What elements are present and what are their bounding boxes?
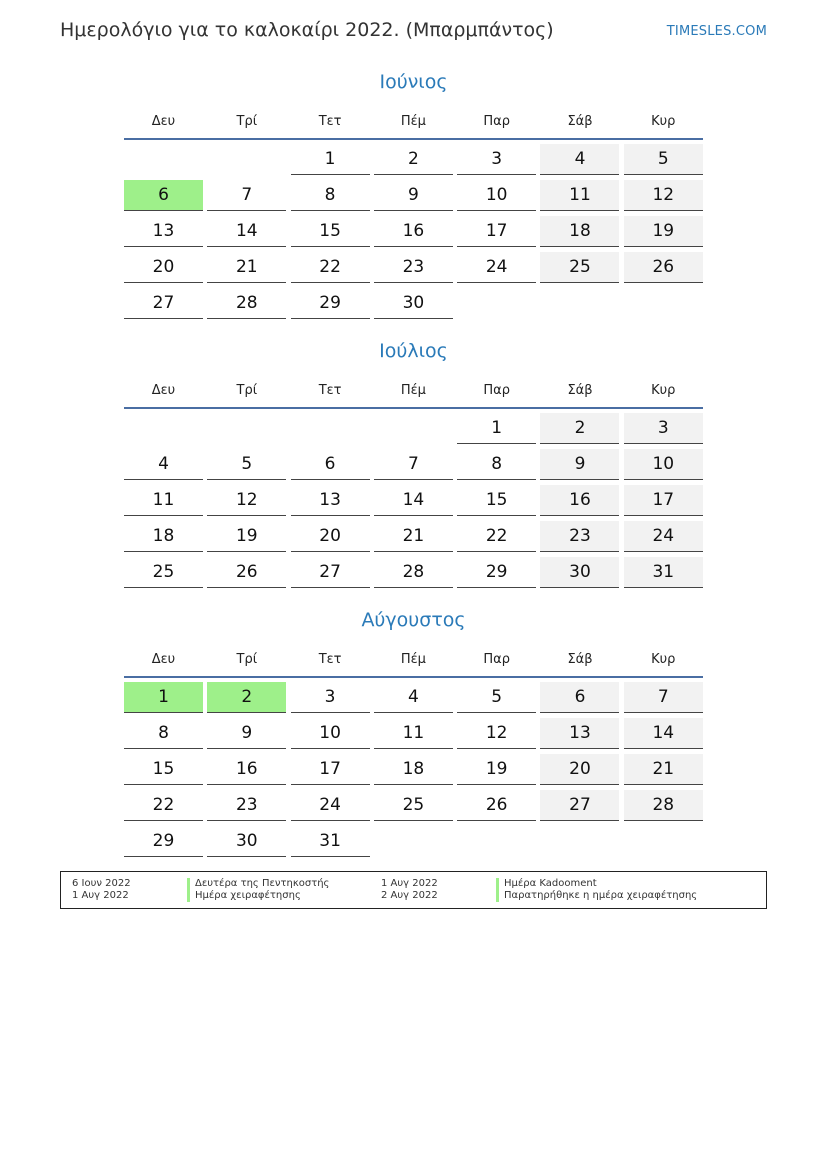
day-cell: 19 xyxy=(624,216,703,247)
day-cell: 24 xyxy=(624,521,703,552)
empty-cell xyxy=(374,413,453,443)
day-cell: 15 xyxy=(291,216,370,247)
day-cell: 2 xyxy=(540,413,619,444)
week-row xyxy=(124,754,703,785)
empty-cell xyxy=(207,144,286,174)
day-cell: 8 xyxy=(124,718,203,749)
empty-cell xyxy=(291,413,370,443)
day-cell: 16 xyxy=(374,216,453,247)
weekday-label: Δευ xyxy=(151,382,176,398)
weekday-header xyxy=(124,642,703,678)
day-cell: 6 xyxy=(540,682,619,713)
day-cell: 17 xyxy=(457,216,536,247)
day-cell: 28 xyxy=(374,557,453,588)
day-cell: 1 xyxy=(291,144,370,175)
day-cell: 22 xyxy=(124,790,203,821)
day-cell: 30 xyxy=(207,826,286,857)
day-cell: 7 xyxy=(374,449,453,480)
day-cell: 25 xyxy=(374,790,453,821)
day-cell: 29 xyxy=(457,557,536,588)
weekday-label: Παρ xyxy=(483,382,510,398)
legend-color-marker xyxy=(187,878,190,890)
weekday-label: Δευ xyxy=(151,651,176,667)
weekday-label: Πέμ xyxy=(400,382,426,398)
day-cell: 18 xyxy=(540,216,619,247)
week-row xyxy=(124,521,703,552)
legend-date: 6 Ιουν 2022 xyxy=(72,878,131,889)
week-row xyxy=(124,826,703,857)
day-cell: 11 xyxy=(374,718,453,749)
weekday-label: Σάβ xyxy=(567,651,593,667)
weekday-header xyxy=(124,373,703,409)
empty-cell xyxy=(457,288,536,318)
day-cell: 15 xyxy=(457,485,536,516)
day-cell: 30 xyxy=(374,288,453,319)
legend-holiday-name: Ημέρα Kadooment xyxy=(504,878,597,889)
month-title: Ιούνιος xyxy=(379,71,448,93)
day-cell: 8 xyxy=(457,449,536,480)
day-cell: 25 xyxy=(124,557,203,588)
day-cell: 7 xyxy=(207,180,286,211)
day-cell: 31 xyxy=(624,557,703,588)
weekday-label: Σάβ xyxy=(567,113,593,129)
day-cell: 2 xyxy=(374,144,453,175)
day-cell: 14 xyxy=(374,485,453,516)
weekday-label: Τρί xyxy=(236,113,258,129)
day-cell: 14 xyxy=(624,718,703,749)
day-cell: 22 xyxy=(457,521,536,552)
day-cell: 4 xyxy=(124,449,203,480)
day-cell: 23 xyxy=(540,521,619,552)
day-cell: 5 xyxy=(624,144,703,175)
day-cell: 7 xyxy=(624,682,703,713)
week-row xyxy=(124,485,703,516)
day-cell: 24 xyxy=(291,790,370,821)
day-cell: 20 xyxy=(124,252,203,283)
week-row xyxy=(124,180,703,211)
day-cell: 28 xyxy=(207,288,286,319)
weekday-label: Κυρ xyxy=(651,382,676,398)
day-cell: 21 xyxy=(624,754,703,785)
day-cell: 3 xyxy=(291,682,370,713)
day-cell: 16 xyxy=(540,485,619,516)
day-cell: 11 xyxy=(540,180,619,211)
legend-color-marker xyxy=(496,878,499,890)
week-row xyxy=(124,682,703,713)
legend-date: 1 Αυγ 2022 xyxy=(381,878,438,889)
day-cell: 26 xyxy=(207,557,286,588)
day-cell: 9 xyxy=(207,718,286,749)
day-cell: 12 xyxy=(624,180,703,211)
day-cell: 19 xyxy=(207,521,286,552)
day-cell: 18 xyxy=(374,754,453,785)
empty-cell xyxy=(540,288,619,318)
weekday-label: Τετ xyxy=(318,382,342,398)
legend-date: 1 Αυγ 2022 xyxy=(72,890,129,901)
month-july xyxy=(124,337,703,593)
legend-holiday-name: Ημέρα χειραφέτησης xyxy=(195,890,301,901)
week-row xyxy=(124,144,703,175)
day-cell: 31 xyxy=(291,826,370,857)
legend-holiday-name: Δευτέρα της Πεντηκοστής xyxy=(195,878,330,889)
week-row xyxy=(124,718,703,749)
day-cell: 27 xyxy=(291,557,370,588)
day-cell: 23 xyxy=(207,790,286,821)
day-cell: 2 xyxy=(207,682,286,713)
day-cell: 11 xyxy=(124,485,203,516)
day-cell: 9 xyxy=(540,449,619,480)
weekday-label: Τρί xyxy=(236,382,258,398)
legend-holiday-name: Παρατηρήθηκε η ημέρα χειραφέτησης xyxy=(504,890,698,901)
weekday-label: Κυρ xyxy=(651,113,676,129)
day-cell: 29 xyxy=(291,288,370,319)
day-cell: 20 xyxy=(540,754,619,785)
weekday-label: Τρί xyxy=(236,651,258,667)
weekday-label: Δευ xyxy=(151,113,176,129)
month-june xyxy=(124,68,703,324)
day-cell: 28 xyxy=(624,790,703,821)
week-row xyxy=(124,449,703,480)
day-cell: 13 xyxy=(540,718,619,749)
weekday-label: Κυρ xyxy=(651,651,676,667)
day-cell: 17 xyxy=(624,485,703,516)
empty-cell xyxy=(624,288,703,318)
day-cell: 21 xyxy=(207,252,286,283)
day-cell: 8 xyxy=(291,180,370,211)
day-cell: 9 xyxy=(374,180,453,211)
day-cell: 26 xyxy=(624,252,703,283)
day-cell: 24 xyxy=(457,252,536,283)
day-cell: 26 xyxy=(457,790,536,821)
holiday-legend xyxy=(60,871,767,909)
month-title: Ιούλιος xyxy=(379,340,448,362)
weekday-label: Σάβ xyxy=(567,382,593,398)
empty-cell xyxy=(207,413,286,443)
day-cell: 15 xyxy=(124,754,203,785)
legend-color-marker xyxy=(496,890,499,902)
day-cell: 5 xyxy=(457,682,536,713)
weekday-label: Τετ xyxy=(318,651,342,667)
site-link[interactable]: TIMESLES.COM xyxy=(666,24,767,39)
day-cell: 3 xyxy=(624,413,703,444)
empty-cell xyxy=(124,144,203,174)
week-row xyxy=(124,288,703,319)
week-row xyxy=(124,252,703,283)
empty-cell xyxy=(624,826,703,856)
day-cell: 1 xyxy=(457,413,536,444)
day-cell: 20 xyxy=(291,521,370,552)
week-row xyxy=(124,790,703,821)
week-row xyxy=(124,557,703,588)
day-cell: 27 xyxy=(540,790,619,821)
day-cell: 18 xyxy=(124,521,203,552)
day-cell: 21 xyxy=(374,521,453,552)
day-cell: 5 xyxy=(207,449,286,480)
day-cell: 6 xyxy=(124,180,203,211)
day-cell: 23 xyxy=(374,252,453,283)
page-title: Ημερολόγιο για το καλοκαίρι 2022. (Μπαρμπάντος) xyxy=(60,19,554,41)
day-cell: 4 xyxy=(540,144,619,175)
weekday-label: Τετ xyxy=(318,113,342,129)
day-cell: 13 xyxy=(124,216,203,247)
day-cell: 6 xyxy=(291,449,370,480)
weekday-label: Παρ xyxy=(483,651,510,667)
day-cell: 19 xyxy=(457,754,536,785)
weeks xyxy=(124,682,703,857)
month-august xyxy=(124,606,703,862)
empty-cell xyxy=(540,826,619,856)
day-cell: 14 xyxy=(207,216,286,247)
day-cell: 29 xyxy=(124,826,203,857)
day-cell: 10 xyxy=(291,718,370,749)
weekday-label: Πέμ xyxy=(400,651,426,667)
weeks xyxy=(124,144,703,319)
day-cell: 30 xyxy=(540,557,619,588)
week-row xyxy=(124,413,703,444)
day-cell: 22 xyxy=(291,252,370,283)
weeks xyxy=(124,413,703,588)
day-cell: 12 xyxy=(207,485,286,516)
weekday-label: Παρ xyxy=(483,113,510,129)
month-title: Αύγουστος xyxy=(361,609,466,631)
day-cell: 3 xyxy=(457,144,536,175)
day-cell: 10 xyxy=(624,449,703,480)
day-cell: 27 xyxy=(124,288,203,319)
empty-cell xyxy=(374,826,453,856)
day-cell: 12 xyxy=(457,718,536,749)
legend-color-marker xyxy=(187,890,190,902)
day-cell: 17 xyxy=(291,754,370,785)
day-cell: 4 xyxy=(374,682,453,713)
day-cell: 16 xyxy=(207,754,286,785)
day-cell: 13 xyxy=(291,485,370,516)
weekday-label: Πέμ xyxy=(400,113,426,129)
empty-cell xyxy=(457,826,536,856)
legend-date: 2 Αυγ 2022 xyxy=(381,890,438,901)
day-cell: 25 xyxy=(540,252,619,283)
day-cell: 1 xyxy=(124,682,203,713)
weekday-header xyxy=(124,104,703,140)
week-row xyxy=(124,216,703,247)
day-cell: 10 xyxy=(457,180,536,211)
empty-cell xyxy=(124,413,203,443)
